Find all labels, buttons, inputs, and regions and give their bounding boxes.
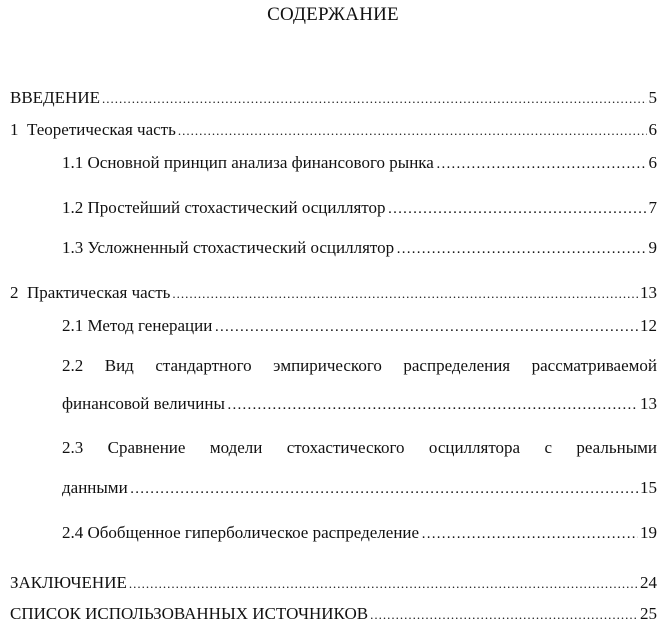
toc-entry-text: 1.1 Основной принцип анализа финансового рынка bbox=[62, 153, 434, 172]
toc-entry-text: 2.4 Обобщенное гиперболическое распределение bbox=[62, 523, 420, 542]
dot-leader bbox=[102, 89, 647, 109]
toc-entry-chapter-1[interactable] bbox=[10, 120, 657, 141]
toc-entry-section-2-4[interactable] bbox=[62, 523, 657, 544]
toc-page-number: 9 bbox=[648, 238, 657, 257]
toc-word: осциллятора bbox=[428, 438, 521, 457]
toc-page-number: 6 bbox=[648, 153, 657, 172]
toc-entry-text: ЗАКЛЮЧЕНИЕ bbox=[10, 573, 127, 592]
toc-word: 2.3 bbox=[62, 438, 84, 457]
toc-word: Вид bbox=[104, 356, 134, 375]
toc-word: реальными bbox=[576, 438, 657, 457]
toc-page-number: 6 bbox=[648, 120, 657, 139]
toc-entry-text: СПИСОК ИСПОЛЬЗОВАННЫХ ИСТОЧНИКОВ bbox=[10, 604, 369, 623]
toc-entry-section-1-3[interactable] bbox=[62, 238, 657, 259]
toc-page-number: 5 bbox=[648, 88, 657, 107]
toc-entry-first-line bbox=[62, 356, 657, 376]
toc-entry-text: 1.2 Простейший стохастический осциллятор bbox=[62, 198, 386, 217]
page-title: СОДЕРЖАНИЕ bbox=[267, 4, 399, 25]
toc-page-number: 13 bbox=[640, 394, 657, 413]
toc-entry-text: данными bbox=[62, 478, 128, 497]
toc-word: распределения bbox=[403, 356, 511, 375]
toc-entry-text: 1.3 Усложненный стохастический осциллятор bbox=[62, 238, 395, 257]
toc-page-number: 24 bbox=[640, 573, 657, 592]
dot-leader bbox=[421, 524, 638, 544]
toc-page-number: 19 bbox=[640, 523, 657, 542]
toc-entry-chapter-2[interactable] bbox=[10, 283, 657, 304]
dot-leader bbox=[436, 154, 647, 174]
toc-word: рассматриваемой bbox=[531, 356, 657, 375]
toc-entry-text: 2.1 Метод генерации bbox=[62, 316, 213, 335]
toc-page-number: 12 bbox=[640, 316, 657, 335]
dot-leader bbox=[214, 317, 638, 337]
toc-page-number: 25 bbox=[640, 604, 657, 623]
toc-word: стохастического bbox=[286, 438, 405, 457]
toc-page-number: 7 bbox=[648, 198, 657, 217]
toc-entry-references[interactable] bbox=[10, 604, 657, 625]
toc-page-number: 13 bbox=[640, 283, 657, 302]
dot-leader bbox=[172, 284, 638, 304]
dot-leader bbox=[388, 199, 647, 219]
toc-word: с bbox=[544, 438, 553, 457]
dot-leader bbox=[370, 605, 638, 625]
toc-entry-section-2-3[interactable] bbox=[62, 438, 657, 499]
dot-leader bbox=[178, 121, 647, 141]
toc-entry-text: финансовой величины bbox=[62, 394, 225, 413]
toc-entry-introduction[interactable] bbox=[10, 88, 657, 109]
toc-word: 2.2 bbox=[62, 356, 84, 375]
toc-word: Сравнение bbox=[107, 438, 186, 457]
toc-word: эмпирического bbox=[273, 356, 382, 375]
toc-entry-conclusion[interactable] bbox=[10, 573, 657, 594]
toc-entry-section-2-1[interactable] bbox=[62, 316, 657, 337]
dot-leader bbox=[130, 479, 638, 499]
toc-entry-text: ВВЕДЕНИЕ bbox=[10, 88, 100, 107]
dot-leader bbox=[129, 574, 638, 594]
toc-entry-first-line bbox=[62, 438, 657, 458]
toc-entry-text: 2 Практическая часть bbox=[10, 283, 171, 302]
toc-entry-section-2-2[interactable] bbox=[62, 356, 657, 415]
toc-word: стандартного bbox=[155, 356, 252, 375]
toc-entry-section-1-1[interactable] bbox=[62, 153, 657, 174]
toc-entry-section-1-2[interactable] bbox=[62, 198, 657, 219]
toc-page-number: 15 bbox=[640, 478, 657, 497]
toc-word: модели bbox=[209, 438, 263, 457]
dot-leader bbox=[227, 395, 638, 415]
toc-entry-text: 1 Теоретическая часть bbox=[10, 120, 176, 139]
dot-leader bbox=[396, 239, 646, 259]
